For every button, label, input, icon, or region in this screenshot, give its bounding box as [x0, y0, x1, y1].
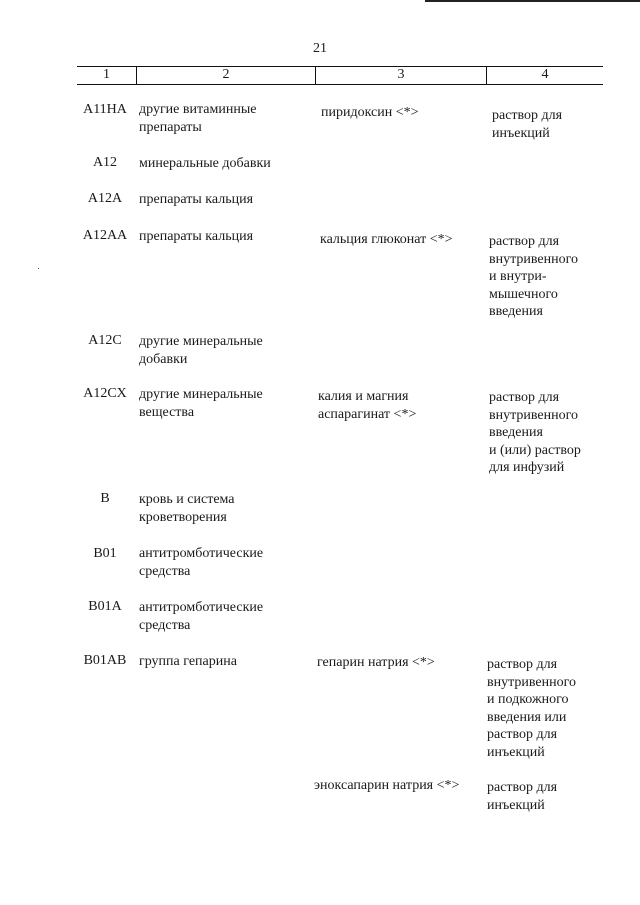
column-header-3: 3 — [397, 67, 405, 82]
atc-code: B — [100, 491, 110, 506]
atc-code: B01 — [93, 546, 117, 561]
atc-code: A11HA — [83, 102, 127, 117]
dosage-form: раствор для внутривенного и подкожного введения или раствор для инъекций — [487, 657, 577, 760]
scan-mark — [38, 268, 39, 269]
group-name: препараты кальция — [139, 192, 254, 207]
group-name: кровь и система кроветворения — [139, 492, 235, 525]
atc-code: A12A — [87, 191, 123, 206]
atc-code: A12AA — [82, 228, 128, 243]
group-name: другие витаминные препараты — [139, 102, 257, 135]
dosage-form: раствор для внутривенного и внутри- мышечного введения — [489, 234, 579, 319]
dosage-form: раствор для инъекций — [492, 108, 563, 141]
atc-code: A12 — [92, 155, 118, 170]
drug-name: калия и магния аспарагинат <*> — [318, 389, 417, 422]
atc-code: B01A — [88, 599, 122, 614]
drug-name: кальция глюконат <*> — [320, 232, 453, 247]
group-name: другие минеральные вещества — [139, 387, 263, 420]
group-name: препараты кальция — [139, 229, 254, 244]
dosage-form: раствор для инъекций — [487, 780, 558, 813]
group-name: другие минеральные добавки — [139, 334, 263, 367]
atc-code: A12C — [88, 333, 122, 348]
column-header-4: 4 — [541, 67, 549, 82]
group-name: минеральные добавки — [139, 156, 271, 171]
drug-name: эноксапарин натрия <*> — [314, 778, 460, 793]
atc-code: A12CX — [83, 386, 127, 401]
column-header-2: 2 — [222, 67, 230, 82]
dosage-form: раствор для внутривенного введения и (или) раствор для инфузий — [489, 390, 581, 475]
page-number: 21 — [313, 41, 327, 56]
atc-code: B01AB — [83, 653, 127, 668]
group-name: антитромботические средства — [139, 546, 264, 579]
group-name: антитромботические средства — [139, 600, 264, 633]
drug-name: пиридоксин <*> — [321, 105, 419, 120]
drug-name: гепарин натрия <*> — [317, 655, 435, 670]
column-header-1: 1 — [103, 67, 110, 82]
top-rule — [425, 0, 640, 2]
group-name: группа гепарина — [139, 654, 237, 669]
table-header-bottom-border — [77, 84, 603, 85]
